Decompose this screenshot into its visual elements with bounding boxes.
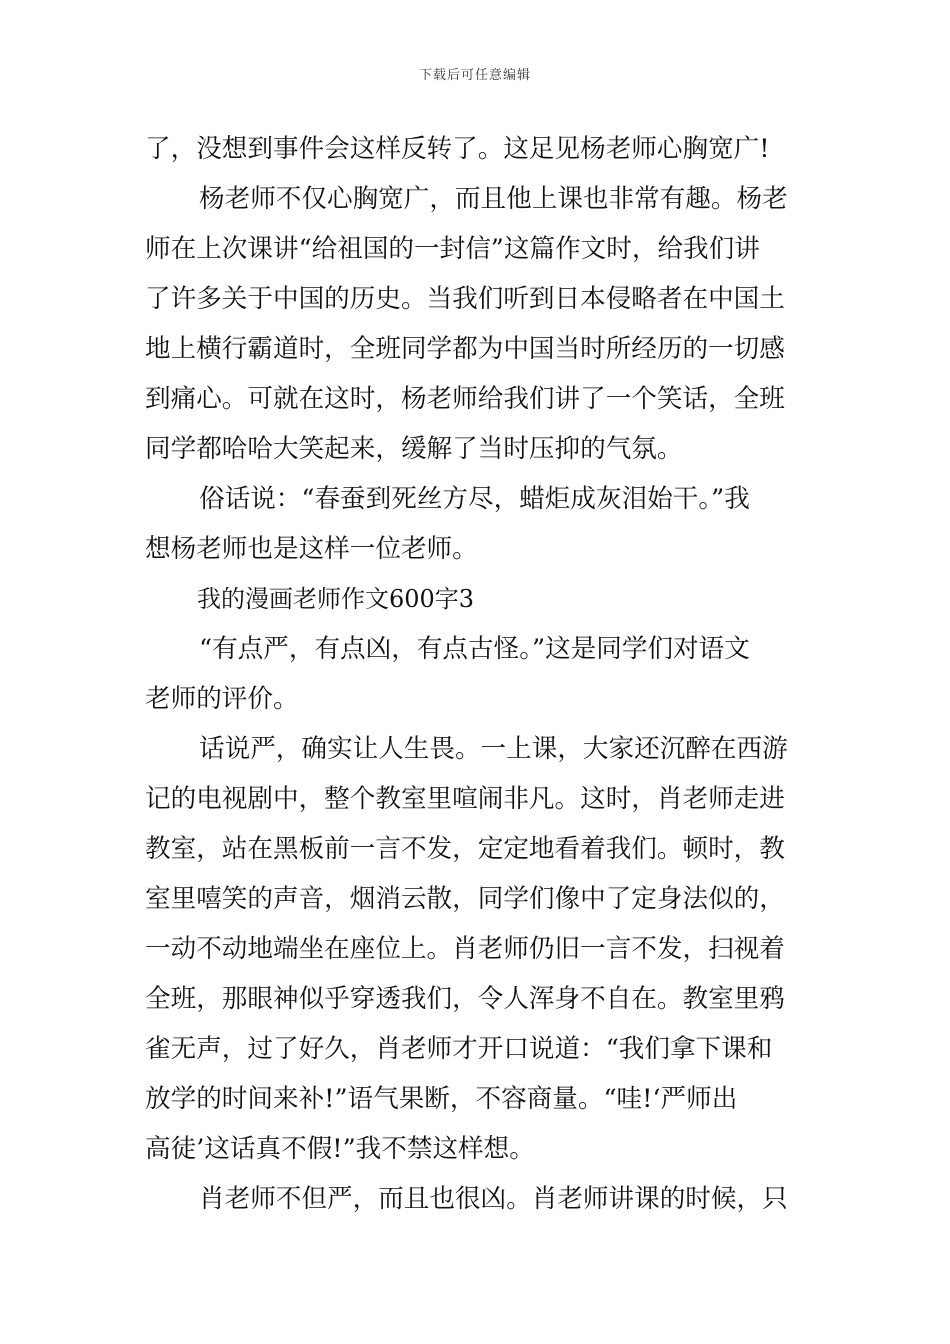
text-line: 全班，那眼神似乎穿透我们，令人浑身不自在。教室里鸦 bbox=[145, 984, 785, 1014]
text-line: 想杨老师也是这样一位老师。 bbox=[145, 534, 478, 564]
paragraph-start-line: 话说严，确实让人生畏。一上课，大家还沉醉在西游 bbox=[199, 734, 788, 764]
text-line: 记的电视剧中，整个教室里喧闹非凡。这时，肖老师走进 bbox=[145, 784, 785, 814]
text-line: 室里嘻笑的声音，烟消云散，同学们像中了定身法似的， bbox=[145, 884, 785, 914]
paragraph-start-line: 肖老师不但严，而且也很凶。肖老师讲课的时候，只 bbox=[199, 1184, 788, 1214]
text-line: 高徒’这话真不假!”我不禁这样想。 bbox=[145, 1134, 535, 1164]
paragraph-start-line: 俗话说：“春蚕到死丝方尽，蜡炬成灰泪始干。”我 bbox=[199, 484, 750, 514]
text-line: 地上横行霸道时，全班同学都为中国当时所经历的一切感 bbox=[145, 334, 785, 364]
text-line: 师在上次课讲“给祖国的一封信”这篇作文时，给我们讲 bbox=[145, 234, 760, 264]
paragraph-start-line: “有点严，有点凶，有点古怪。”这是同学们对语文 bbox=[199, 634, 750, 664]
paragraph-start-line: 杨老师不仅心胸宽广，而且他上课也非常有趣。杨老 bbox=[199, 184, 788, 214]
text-line: 雀无声，过了好久，肖老师才开口说道：“我们拿下课和 bbox=[145, 1034, 773, 1064]
text-line: 一动不动地端坐在座位上。肖老师仍旧一言不发，扫视着 bbox=[145, 934, 785, 964]
text-line: 同学都哈哈大笑起来，缓解了当时压抑的气氛。 bbox=[145, 434, 683, 464]
text-line: 老师的评价。 bbox=[145, 684, 299, 714]
text-line: 到痛心。可就在这时，杨老师给我们讲了一个笑话，全班 bbox=[145, 384, 785, 414]
document-body bbox=[145, 124, 807, 1224]
text-line: 放学的时间来补!”语气果断，不容商量。“哇!‘严师出 bbox=[145, 1084, 738, 1114]
section-title: 我的漫画老师作文600字3 bbox=[197, 585, 475, 613]
page-header: 下载后可任意编辑 bbox=[418, 68, 531, 83]
text-line: 了，没想到事件会这样反转了。这足见杨老师心胸宽广! bbox=[145, 134, 770, 164]
text-line: 了许多关于中国的历史。当我们听到日本侵略者在中国土 bbox=[145, 284, 785, 314]
text-line: 教室，站在黑板前一言不发，定定地看着我们。顿时，教 bbox=[145, 834, 785, 864]
